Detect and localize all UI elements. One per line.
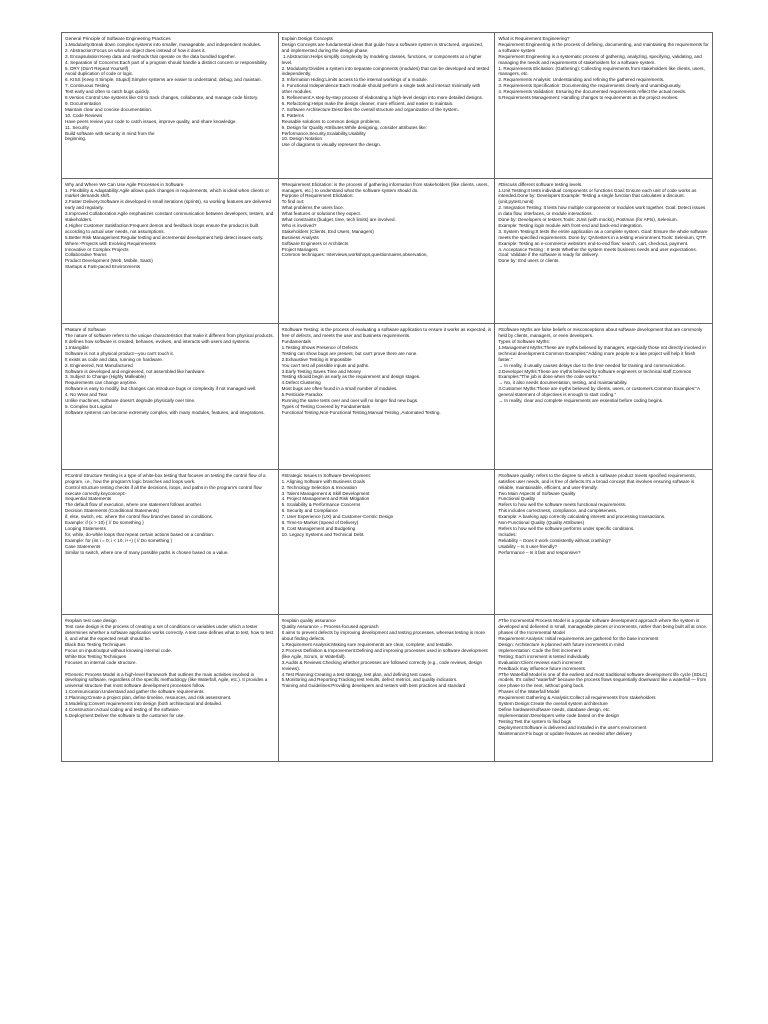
cell-text-line: Includes:	[498, 531, 517, 537]
cell-text-line: Sequential Statements	[65, 496, 112, 502]
cell-text-line: #Discuss different software testing levels.	[498, 181, 583, 187]
cell-text-line: 3.Early Testing Saves Time and Money	[281, 368, 361, 374]
cell-text-line: To find out:	[281, 199, 305, 205]
cell-text-line: Types of Testing Covered by Fundamentals	[281, 403, 370, 409]
cell-text-line: 5.Better Risk Management:Regular testing and incremental development help detect issues early.	[65, 234, 264, 240]
cell-text-line: 1.Communication:Understand and gather the software requirements.	[65, 689, 205, 695]
cell-text-line: Testing: Each increment is tested individually	[498, 653, 590, 659]
cell-text-line: 5. Refinement:A step-by-step process of elaborating a high-level design into more detailed designs.	[281, 95, 484, 101]
cell-text-line: 5. DRY (Don't Repeat Yourself)	[65, 65, 129, 71]
grid-cell	[279, 324, 496, 470]
cell-text-line: Control structure testing checks if all the decisions, loops, and paths in the program's control flow execute correctly.keyconcept:-	[65, 484, 264, 496]
cell-text-line: The nature of software refers to the unique characteristics that make it different from physical products. It defines how software is created, behaves, evolves, and interacts with users and systems.	[65, 333, 276, 344]
cell-text-line: Decision Statements (Conditional Statements)	[65, 508, 159, 514]
cell-text-line: → In reality, clear and complete requirements are essential before coding begins.	[498, 398, 664, 404]
cell-text-line: Example: Testing login module with front-end and back-end integration.	[498, 222, 643, 228]
cell-text-line: 2. Integration Testing: It tests how multiple components or modules work together. Goal: Detect issues in data flow, interfaces, or module interactions.	[498, 205, 707, 217]
cell-text-line: 9. Design for Quality Attributes:While designing, consider attributes like: Performance,Security,Scalability,Usability	[281, 124, 429, 136]
cell-text-line: 1.Intangible	[65, 344, 89, 350]
cell-text-line: Example: if (x > 10) { // Do something }	[65, 520, 144, 526]
grid-cell	[62, 470, 279, 616]
cell-text-line: 1. Requirements Elicitation: (Gathering): Collecting requirements from stakeholders like clients, users, managers, etc.	[498, 65, 707, 77]
cell-text-line: 4. Project Management and Risk Mitigation	[281, 496, 370, 502]
cell-text-line: Collaborative Teams	[65, 252, 107, 258]
cell-text-line: 4.Defect Clustering	[281, 380, 321, 386]
cell-text-line: 4.Test Planning:Creating a test strategy, test plan, and defining test cases.	[281, 671, 433, 677]
cell-text-line: Who is involved?	[281, 222, 317, 228]
cell-text-line: 4. Requirements Validation: Ensuring the documented requirements reflect the actual needs.	[498, 89, 687, 95]
cell-text-line: 2. Technology Selection & Innovation	[281, 484, 357, 490]
cell-text-line: Design: Architecture is planned with future increments in mind	[498, 642, 624, 648]
cell-text-line: Similar to switch, where one of many possible paths is chosen based on a value.	[65, 549, 229, 555]
cell-text-line: Looping Statements	[65, 525, 106, 531]
cell-text-line: 3.Modeling:Convert requirements into design (both architectural and detailed.	[65, 701, 223, 707]
cell-text-line: #Software quality: refers to the degree to which a software product meets specified requirements, satisfies user needs, and is free of defects.It's a broad concept that involves ensuring software is reliable, maintainable, efficient, and user-friendly.	[498, 472, 698, 490]
cell-text-line: Requirement Engineering is a systematic process of gathering, analyzing, specifying, validating, and managing the needs and requirements of stakeholders for a software system.	[498, 53, 704, 65]
cell-text-line: Software is not a physical product—you can't touch it.	[65, 350, 174, 356]
cell-text-line: #Software Testing: is the process of evaluating a software application to ensure it works as expected, is free of defects, and meets the user and business requirements.	[281, 327, 493, 339]
cell-text-line: Maintenance:Fix bugs or update features as needed after delivery	[498, 730, 633, 736]
cell-text-line: Explain Design Concepts	[281, 36, 333, 41]
cell-text-line: 1.Modularity:Break down complex systems into smaller, manageable, and independent modules.	[65, 41, 262, 47]
cell-text-line: 4.Higher Customer Satisfaction:Frequent demos and feedback loops ensure the product is built according to actual user needs, not assumptions.	[65, 222, 260, 234]
cell-text-line: 4.Construction:Actual coding and testing of the software.	[65, 706, 180, 712]
cell-text-line: 10. Legacy Systems and Technical Debt.	[281, 531, 365, 537]
cell-text-line: Requirement Gathering & Analysis:Collect all requirements from stakeholders	[498, 695, 656, 701]
cell-text-line: Running the same tests over and over will no longer find new bugs.	[281, 398, 419, 404]
cell-text-line: Testing can show bugs are present, but can't prove there are none.	[281, 350, 418, 356]
cell-text-line: 9. Cost Management and Budgeting	[281, 525, 356, 531]
cell-text-line: Black Box Testing Techniques	[65, 642, 126, 648]
cell-text-line: Maintain clear and concise documentation.	[65, 106, 153, 112]
cell-text-line: Fundamentals	[281, 339, 311, 344]
cell-text-line: General Principle of Software Engineering Practices	[65, 36, 171, 41]
cell-text-line: 8. Time-to-Market (Speed of Delivery)	[281, 520, 359, 526]
cell-text-line: → In reality, it usually causes delays due to the time needed for training and communication.	[498, 362, 686, 368]
cell-text-line: Testing:Test the system to find bugs	[498, 718, 572, 724]
cell-text-line: 2.Process Definition & Improvement:Defining and improving processes used in software development (like Agile, Scrum, or Waterfall).	[281, 647, 489, 659]
cell-text-line: Startups & Fast-paced Environments	[65, 264, 141, 270]
cell-text-line: #The Waterfall Model is one of the earliest and most traditional software development life cycle (SDLC) models. It's called "waterfall" because the process flows sequentially downward like a waterfall — from one phase to the next, without going back.	[498, 671, 709, 689]
cell-text-line: Example: A banking app correctly calculating interest and processing transactions.	[498, 514, 666, 520]
cell-text-line: 4. Separation of Concerns:Each part of a program should handle a distinct concern or responsibility.	[65, 59, 268, 65]
cell-text-line: #Control Structure Testing is a type of white-box testing that focuses on testing the control flow of a program, i.e., how the program's logic branches and loops work.	[65, 472, 267, 484]
cell-text-line: Non-Functional Quality (Quality Attributes)	[498, 520, 585, 526]
cell-text-line: Requirement Analysis: Initial requirements are gathered for the base increment	[498, 636, 659, 642]
cell-text-line: Have peers review your code to catch issues, improve quality, and share knowledge.	[65, 118, 237, 124]
cell-text-line: 2. Engineered, Not Manufactured	[65, 362, 133, 368]
cell-text-line: Test case design is the process of creating a set of conditions or variables under which a tester determines whether a software application works correctly. A test case defines what to test, how to test it, and what the expected result should be.	[65, 624, 275, 642]
cell-text-line: #Software Myths are false beliefs or misconceptions about software development that are commonly held by clients, managers, or even developers.	[498, 327, 704, 339]
cell-text-line: Software systems can become extremely complex, with many modules, features, and integrations.	[65, 409, 265, 415]
grid-cell	[495, 324, 712, 470]
cell-text-line: #Strategic Issues In Software Development:	[281, 472, 372, 478]
cell-text-line: It exists as code and data, running on hardware.	[65, 356, 164, 362]
cell-text-line: Two Main Aspects of Software Quality	[498, 490, 576, 496]
cell-text-line: Design Concepts are fundamental ideas that guide how a software system is structured, organized, and implemented during the design phase.	[281, 41, 485, 53]
cell-text-line: 1. Flexibility & Adaptability:Agile allows quick changes in requirements, which is ideal when clients or market demands shift.	[65, 187, 271, 199]
cell-text-line: What constraints (budget, time, tech limits) are involved.	[281, 217, 396, 223]
cell-text-line: #The Incremental Process Model is a popular software development approach where the system is developed and delivered in small, manageable pieces or increments, rather than being built all at once.	[498, 618, 708, 630]
cell-text-line: 3.Audits & Reviews:Checking whether processes are followed correctly (e.g., code reviews, design reviews).	[281, 659, 484, 671]
cell-text-line: 10. Design Notation	[281, 136, 323, 142]
cell-text-line: 5. Scalability & Performance Concerns	[281, 502, 361, 508]
cell-text-line: Common techniques: Interviews,workshops,questionnaires,observation,	[281, 252, 428, 258]
cell-text-line: #explain quality assurance	[281, 618, 336, 624]
cell-text-line: 8. Patterns	[281, 112, 304, 118]
cell-text-line: Purpose of Requirement Elicitation:	[281, 193, 354, 199]
cell-text-line: Evaluation:Client reviews each increment	[498, 659, 583, 665]
cell-text-line: Deployment:Software is delivered and installed in the user's environment	[498, 724, 647, 730]
cell-text-line: 1.Abstraction:Helps simplify complexity by modeling classes, functions, or components at a higher level.	[281, 53, 484, 65]
cell-text-line: Quality Assurance = Process-focused approach	[281, 624, 379, 630]
cell-text-line: It aims to prevent defects by improving development and testing processes, whereas testing is more about finding defects.	[281, 630, 487, 642]
cell-text-line: Training and Guidelines:Providing developers and testers with best practices and standard	[281, 683, 466, 689]
cell-text-line: beginning.	[65, 136, 87, 142]
cell-text-line: What problems the users face.	[281, 205, 344, 211]
cell-text-line: 8.Version Control:Use systems like Git to track changes, collaborate, and manage code history.	[65, 95, 259, 101]
cell-text-line: The default flow of execution, where one statement follows another.	[65, 502, 203, 508]
grid-cell	[62, 615, 279, 761]
cell-text-line: if, else, switch, etc. where the control flow branches based on conditions.	[65, 514, 214, 520]
cell-text-line: Feedback may influence future increments	[498, 665, 585, 671]
cell-text-line: 6. Refactoring:Helps make the design cleaner, more efficient, and easier to maintain.	[281, 100, 454, 106]
cell-text-line: Software is easy to modify, but changes can introduce bugs or complexity if not managed well.	[65, 386, 257, 392]
cell-text-line: 4. No Wear and Tear	[65, 392, 108, 398]
cell-text-line: 2.Faster Delivery:Software is developed in small iterations (sprints), so working features are delivered early and regularly.	[65, 199, 273, 211]
cell-text-line: 5.Deployment:Deliver the software to the customer for use.	[65, 712, 185, 718]
cell-text-line: 6. Security and Compliance	[281, 508, 338, 514]
cell-text-line: 3. Information Hiding:Limits access to the internal workings of a module.	[281, 77, 428, 83]
cell-text-line: Avoid duplication of code or logic.	[65, 71, 134, 77]
cell-text-line: Performance – Is it fast and responsive?	[498, 549, 581, 555]
cell-text-line: 10. Code Reviews	[65, 112, 103, 118]
cell-text-line: 3. Encapsulation:Keep data and methods that operate on the data bundled together.	[65, 53, 236, 59]
cell-text-line: White Box Testing Techniques	[65, 653, 127, 659]
cell-text-line: Goal: Validate if the software is ready for delivery.	[498, 252, 599, 258]
cell-text-line: Define hardware/software needs, database design, etc.	[498, 706, 611, 712]
cell-text-line: 3.Customer Myths:These are myths believed by clients, users, or customers.Common Examples:"A general statement of objectives is enough to start coding."	[498, 386, 702, 398]
grid-cell	[495, 179, 712, 325]
cell-text-line: Use of diagrams to visually represent the design.	[281, 142, 381, 148]
cell-text-line: Business Analysts	[281, 234, 319, 240]
cell-text-line: 9. Documentation	[65, 100, 102, 106]
cell-text-line: #Requirement Elicitation: is the process of gathering information from stakeholders (like clients, users, managers, etc.) to understand what the software system should do.	[281, 181, 491, 193]
cell-text-line: Software is developed and engineered, not assembled like hardware.	[65, 368, 206, 374]
cell-text-line: 5.Requirements Management: Handling changes to requirements as the project evolves.	[498, 95, 679, 101]
cell-text-line: 3. System Testing:It tests the entire application as a complete system. Goal: Ensure the whole software meets the specified requirements. Done by: QA/testers in a testing environment.Tools: Selenium, QTP.	[498, 228, 709, 240]
cell-text-line: Requirements can change anytime.	[65, 380, 138, 386]
cell-text-line: #explain test case design	[65, 618, 117, 624]
cell-text-line: 5.Pesticide Paradox	[281, 392, 323, 398]
cell-text-line: 7. Software Architecture:Describes the overall structure and organization of the system.	[281, 106, 459, 112]
cell-text-line: 4. Acceptance Testing : It tests Whether the system meets business needs and user expectations.	[498, 246, 697, 252]
cell-text-line: Innovative or Complex Projects	[65, 246, 129, 252]
cell-text-line: Functional Quality	[498, 496, 536, 502]
cell-text-line: 3.Improved Collaboration:Agile emphasizes constant communication between developers, testers, and stakeholders.	[65, 211, 275, 223]
cell-text-line: Example: Testing an e-commerce website's end-to-end flow: search, cart, checkout, payment.	[498, 240, 689, 246]
cell-text-line: 1. Aligning Software with Business Goals	[281, 478, 365, 484]
cell-text-line: 2.Planning:Create a project plan, define timeline, resources, and risk assessment.	[65, 695, 232, 701]
cell-text-line: 1.Requirement Analysis:Making sure requirements are clear, complete, and testable.	[281, 642, 454, 648]
cell-text-line: Unlike machines, software doesn't degrade physically over time.	[65, 398, 196, 404]
grid-cell	[62, 179, 279, 325]
cell-text-line: Software Engineers or Architects	[281, 240, 349, 246]
cell-text-line: What features or solutions they expect.	[281, 211, 362, 217]
grid-cell	[62, 33, 279, 179]
cell-text-line: Types of Software Myths:	[498, 339, 550, 344]
cell-text-line: 3. Talent Management & Skill Development	[281, 490, 370, 496]
cell-text-line: Product Development (Web, Mobile, SaaS)	[65, 258, 153, 264]
cell-text-line: Refers to how well the software performs under specific conditions.	[498, 525, 635, 531]
cell-text-line: 2.Exhaustive Testing is Impossible	[281, 356, 352, 362]
cell-text-line: 1.Management Myths:These are myths believed by managers, especially those not directly involved in technical development.Common Examples:"Adding more people to a late project will help it finish faster."	[498, 344, 708, 362]
cell-text-line: This includes correctness, compliance, and completeness.	[498, 508, 618, 514]
cell-text-line: Most bugs are often found in a small number of modules.	[281, 386, 398, 392]
cell-text-line: Done by: End users or clients.	[498, 258, 560, 264]
cell-text-line: You can't test all possible inputs and paths.	[281, 362, 370, 368]
cell-text-line: 2.Developer Myths:These are myths believed by software engineers or technical staff.Common Examples:"The job is done when the code works."	[498, 368, 693, 380]
grid-cell	[279, 615, 496, 761]
cell-text-line: 1.Unit Testing:It tests individual components or functions Goal: Ensure each unit of code works as intended.Done by: Developers Example: Testing a single function that calculates a discount.(unit,pytest,nunit)	[498, 187, 698, 205]
grid-cell	[495, 615, 712, 761]
cell-text-line: Implementation: Code the first increment	[498, 647, 582, 653]
grid-cell	[495, 33, 712, 179]
cell-text-line: Implementation:Developers write code based on the design	[498, 712, 620, 718]
grid-cell	[279, 470, 496, 616]
cell-text-line: 7. User Experience (UX) and Customer-Centric Design	[281, 514, 394, 520]
cell-text-line: phases of the Incremental Model	[498, 630, 565, 636]
grid-cell	[279, 33, 496, 179]
cell-text-line: Refers to how well the software meets functional requirements.	[498, 502, 627, 508]
cell-text-line: 2. Requirements Analysis: Understanding and refining the gathered requirements.	[498, 77, 665, 83]
cell-text-line: → No, it also needs documentation, testing, and maintainability.	[498, 380, 628, 386]
cell-text-line: 11. Security	[65, 124, 89, 130]
cell-text-line: Test early and often to catch bugs quickly.	[65, 89, 150, 95]
grid-cell	[279, 179, 496, 325]
cell-text-line: 1.Testing Shows Presence of Defects	[281, 344, 358, 350]
cell-text-line: Focuses on internal code structure.	[65, 659, 137, 665]
cell-text-line: Focus on input/output without knowing internal code.	[65, 647, 172, 653]
cell-text-line: System Design:Create the overall system architecture	[498, 701, 608, 707]
grid-cell	[62, 324, 279, 470]
cell-text-line: Phases of the Waterfall Model	[498, 689, 560, 695]
cell-text-line: Case Statements	[65, 543, 101, 549]
cell-text-line: 7. Continuous Testing	[65, 83, 110, 89]
cell-text-line: Requirement Engineering is the process of defining, documenting, and maintaining the requirements for a software system	[498, 41, 711, 53]
cell-text-line: 5. Complex but Logical	[65, 403, 112, 409]
cell-text-line: for, while, do-while loops that repeat certain actions based on a condition.	[65, 531, 215, 537]
cell-text-line: 3. Requirements Specification: Documenting the requirements clearly and unambiguously.	[498, 83, 682, 89]
cell-text-line: Build software with security in mind from the	[65, 130, 155, 136]
cell-text-line: #Generic Process Model is a high-level framework that outlines the main activities involved in developing software, regardless of the specific methodology (like Waterfall, Agile, etc.). It provides a universal structure that most software development processes follow.	[65, 671, 269, 689]
cell-text-line: 2. Abstraction:Focus on what an object does instead of how it does it.	[65, 47, 206, 53]
cell-text-line: 4. Functional Independence:Each module should perform a single task and interact minimally with other modules.	[281, 83, 482, 95]
cell-text-line: #Nature of Software	[65, 327, 106, 333]
cell-text-line: 2. Modularity:Divides a system into separate components (modules) that can be developed and tested independently.	[281, 65, 491, 77]
cell-text-line: 5.Monitoring and Reporting:Tracking test results, defect metrics, and quality indicators.	[281, 677, 458, 683]
cell-text-line: Reusable solutions to common design problems.	[281, 118, 381, 124]
notes-grid	[61, 32, 713, 762]
cell-text-line: 6. KISS (Keep It Simple, Stupid):Simpler systems are easier to understand, debug, and maintain.	[65, 77, 262, 83]
cell-text-line: Why and Where We Can Use Agile Processes in Software	[65, 181, 184, 187]
grid-cell	[495, 470, 712, 616]
cell-text-line: Where:-Projects with Evolving Requirements	[65, 240, 156, 246]
cell-text-line: 3. Subject to Change (Highly Malleable)	[65, 374, 146, 380]
cell-text-line: Reliability – Does it work consistently without crashing?	[498, 537, 611, 543]
cell-text-line: Project Managers	[281, 246, 318, 252]
cell-text-line: Testing should begin as early as the requirement and design stages.	[281, 374, 421, 380]
cell-text-line: Functional Testing,Non-Functional Testing,Manual Testing ,Automated Testing.	[281, 409, 441, 415]
cell-text-line: Done by: Developers or testers.Tools: JUnit (with mocks), Postman (for APIs), Selenium.	[498, 217, 678, 223]
cell-text-line: Example: for (int i = 0; i < 10; i++) { // Do something }	[65, 537, 172, 543]
cell-text-line: What is Requirement Engineering?	[498, 36, 570, 41]
cell-text-line: Usability – Is it user-friendly?	[498, 543, 558, 549]
cell-text-line: Stakeholders (Clients, End Users, Managers)	[281, 228, 374, 234]
